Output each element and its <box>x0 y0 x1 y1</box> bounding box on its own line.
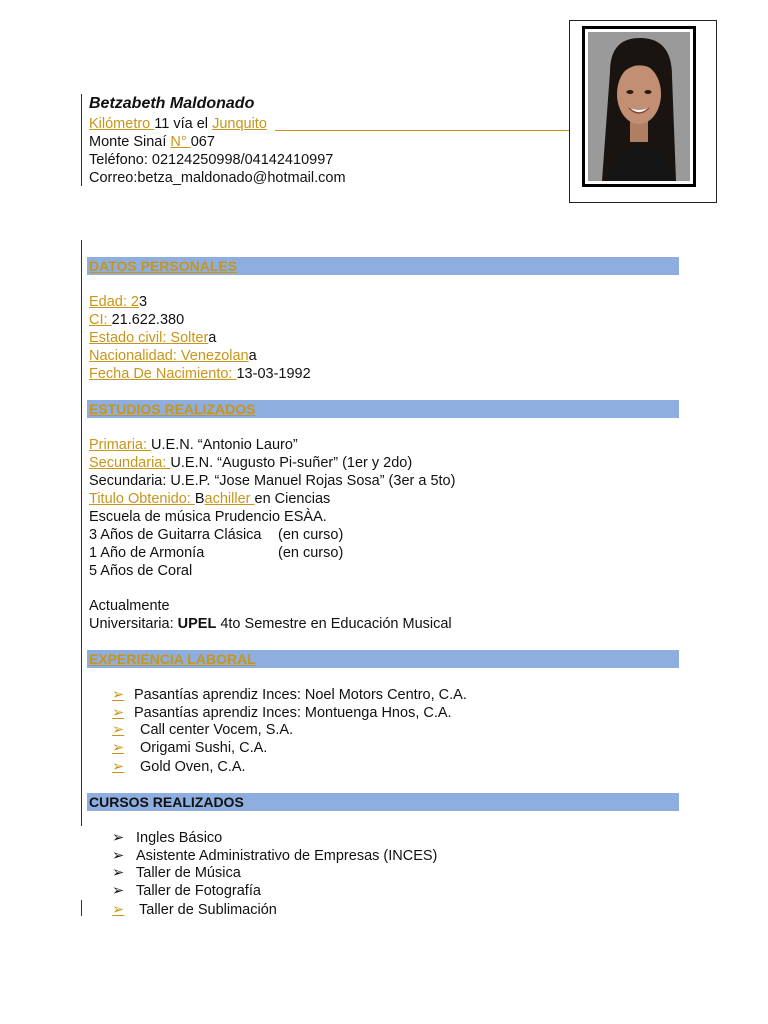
profile-photo <box>588 32 690 181</box>
arrow-bullet-icon: ➢ <box>112 740 125 756</box>
arrow-bullet-icon: ➢ <box>112 687 125 703</box>
titulo-row: Titulo Obtenido: Bachiller en Ciencias <box>89 491 331 507</box>
list-item: ➢ Gold Oven, C.A. <box>112 759 246 775</box>
list-item: ➢ Taller de Música <box>112 865 241 881</box>
email: Correo:betza_maldonado@hotmail.com <box>89 170 346 186</box>
ci-row: CI: 21.622.380 <box>89 312 185 328</box>
list-item: ➢ Taller de Fotografía <box>112 883 261 899</box>
armonia-status: (en curso) <box>278 545 344 561</box>
primaria-row: Primaria: U.E.N. “Antonio Lauro” <box>89 437 298 453</box>
guitarra-status: (en curso) <box>278 527 344 543</box>
header-underline <box>275 130 569 131</box>
left-margin-bar-header <box>81 94 82 186</box>
list-item: ➢ Origami Sushi, C.A. <box>112 740 268 756</box>
arrow-bullet-icon: ➢ <box>112 830 125 846</box>
list-item: ➢ Call center Vocem, S.A. <box>112 722 294 738</box>
section-header-estudios: ESTUDIOS REALIZADOS <box>87 400 679 418</box>
list-item: ➢ Asistente Administrativo de Empresas (INCES) <box>112 848 438 864</box>
estado-civil-row: Estado civil: Soltera <box>89 330 217 346</box>
list-item: ➢ Pasantías aprendiz Inces: Noel Motors Centro, C.A. <box>112 687 467 703</box>
armonia-row: 1 Año de Armonía <box>89 545 205 561</box>
arrow-bullet-icon: ➢ <box>112 722 125 738</box>
list-item: ➢ Taller de Sublimación <box>112 902 277 918</box>
escuela-musica-row: Escuela de música Prudencio ESÀA. <box>89 509 327 525</box>
candidate-name: Betzabeth Maldonado <box>89 95 255 112</box>
arrow-bullet-icon: ➢ <box>112 883 125 899</box>
coral-row: 5 Años de Coral <box>89 563 193 579</box>
left-margin-bar-footer <box>81 900 82 916</box>
edad-row: Edad: 23 <box>89 294 148 310</box>
nacionalidad-row: Nacionalidad: Venezolana <box>89 348 257 364</box>
section-header-datos-personales: DATOS PERSONALES <box>87 257 679 275</box>
list-item: ➢ Pasantías aprendiz Inces: Montuenga Hnos, C.A. <box>112 705 452 721</box>
arrow-bullet-icon: ➢ <box>112 848 125 864</box>
section-header-cursos: CURSOS REALIZADOS <box>87 793 679 811</box>
universitaria-row: Universitaria: UPEL 4to Semestre en Educación Musical <box>89 616 452 632</box>
list-item: ➢ Ingles Básico <box>112 830 223 846</box>
phone: Teléfono: 02124250998/04142410997 <box>89 152 334 168</box>
address-line-2: Monte Sinaí N° 067 <box>89 134 215 150</box>
address-line-1: Kilómetro 11 vía el Junquito <box>89 116 267 132</box>
secundaria-row-2: Secundaria: U.E.P. “Jose Manuel Rojas Sosa” (3er a 5to) <box>89 473 456 489</box>
left-margin-bar-body <box>81 240 82 826</box>
arrow-bullet-icon: ➢ <box>112 902 125 918</box>
arrow-bullet-icon: ➢ <box>112 865 125 881</box>
guitarra-row: 3 Años de Guitarra Clásica <box>89 527 262 543</box>
actualmente-row: Actualmente <box>89 598 170 614</box>
photo-frame <box>569 20 717 203</box>
arrow-bullet-icon: ➢ <box>112 759 125 775</box>
photo-border <box>582 26 696 187</box>
secundaria-row: Secundaria: U.E.N. “Augusto Pi-suñer” (1er y 2do) <box>89 455 413 471</box>
arrow-bullet-icon: ➢ <box>112 705 125 721</box>
section-header-experiencia: EXPERIENCIA LABORAL <box>87 650 679 668</box>
fecha-nacimiento-row: Fecha De Nacimiento: 13-03-1992 <box>89 366 311 382</box>
